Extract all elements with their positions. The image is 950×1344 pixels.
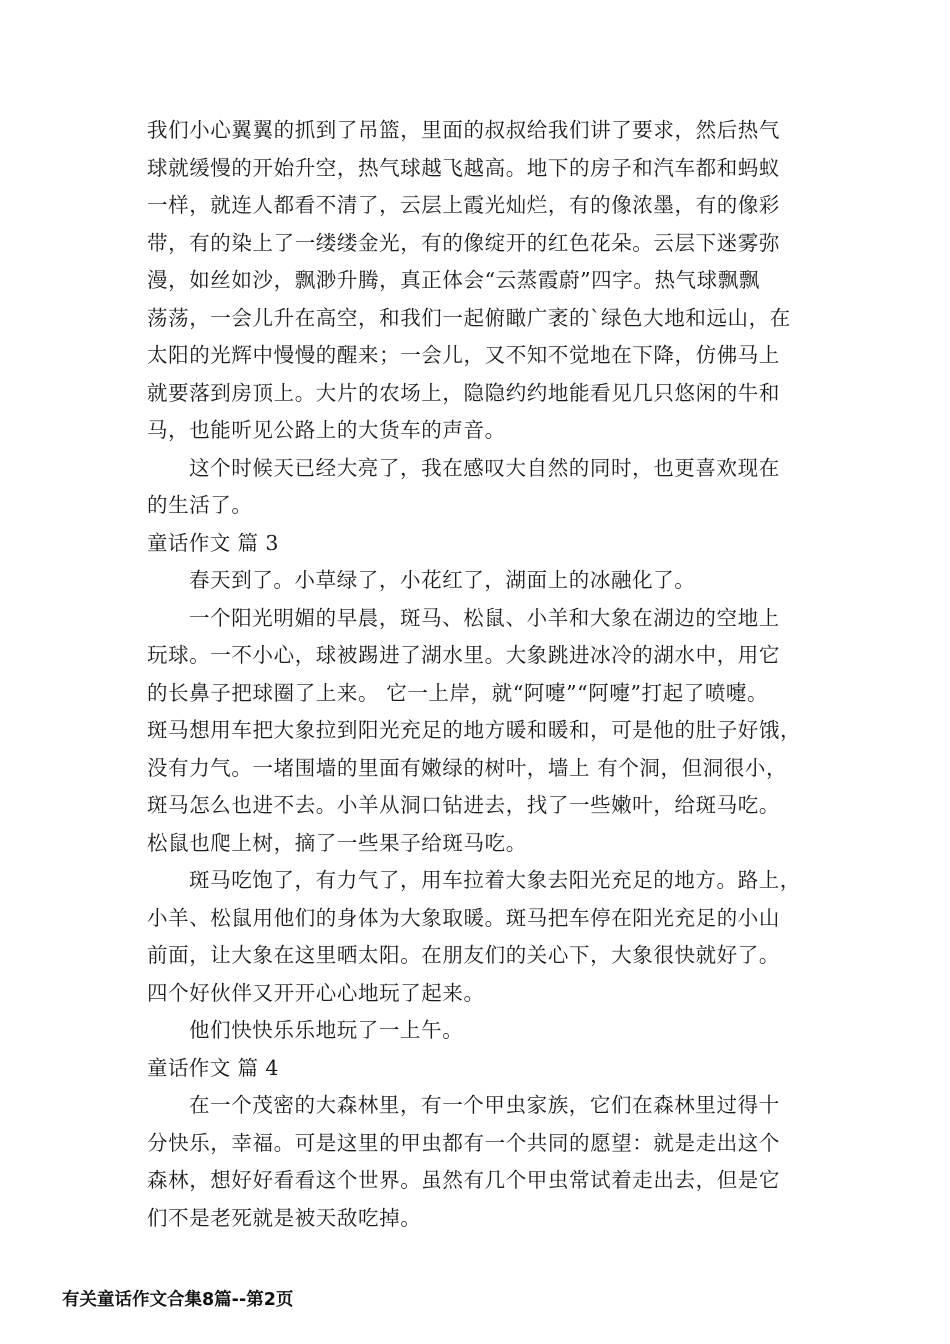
text-line: 他们快快乐乐地玩了一上午。 — [189, 1018, 464, 1042]
text-line: 森林，想好好看看这个世界。虽然有几个甲虫常试着走出去，但是它 — [147, 1168, 780, 1192]
text-line: 分快乐，幸福。可是这里的甲虫都有一个共同的愿望：就是走出这个 — [147, 1130, 780, 1155]
text-line: 太阳的光辉中慢慢的醒来；一会儿，又不知不觉地在下降，仿佛马上 — [147, 343, 780, 367]
text-line: 漫，如丝如沙，飘渺升腾，真正体会“云蒸霞蔚”四字。热气球飘飘 — [147, 268, 760, 292]
text-line: 松鼠也爬上树，摘了一些果子给斑马吃。 — [147, 830, 527, 855]
text-line: 荡荡，一会儿升在高空，和我们一起俯瞰广袤的`绿色大地和远山，在 — [147, 305, 791, 330]
page-footer: 有关童话作文合集8篇--第2页 — [62, 1290, 294, 1310]
text-line: 带，有的染上了一缕缕金光，有的像绽开的红色花朵。云层下迷雾弥 — [147, 230, 780, 255]
text-line: 一个阳光明媚的早晨，斑马、松鼠、小羊和大象在湖边的空地上 — [189, 605, 780, 630]
text-line: 春天到了。小草绿了，小花红了，湖面上的冰融化了。 — [189, 568, 696, 592]
document-body — [147, 112, 807, 1237]
text-line: 在一个茂密的大森林里，有一个甲虫家族，它们在森林里过得十 — [189, 1093, 780, 1117]
text-line: 的生活了。 — [147, 493, 253, 517]
text-line: 马，也能听见公路上的大货车的声音。 — [147, 418, 506, 442]
text-line: 斑马想用车把大象拉到阳光充足的地方暖和暖和，可是他的肚子好饿， — [147, 718, 802, 742]
text-line: 斑马怎么也进不去。小羊从洞口钻进去，找了一些嫩叶，给斑马吃。 — [147, 793, 780, 817]
text-line: 我们小心翼翼的抓到了吊篮，里面的叔叔给我们讲了要求，然后热气 — [147, 118, 780, 142]
text-line: 们不是老死就是被天敌吃掉。 — [147, 1205, 422, 1230]
text-line: 没有力气。一堵围墙的里面有嫩绿的树叶，墙上 有个洞，但洞很小， — [147, 755, 788, 780]
text-line: 一样，就连人都看不清了，云层上霞光灿烂，有的像浓墨，有的像彩 — [147, 193, 780, 217]
text-line: 小羊、松鼠用他们的身体为大象取暖。斑马把车停在阳光充足的小山 — [147, 905, 780, 930]
section-heading: 童话作文 篇 3 — [147, 530, 279, 555]
text-line: 玩球。一不小心，球被踢进了湖水里。大象跳进冰冷的湖水中，用它 — [147, 643, 780, 667]
section-heading: 童话作文 篇 4 — [147, 1055, 279, 1080]
text-line: 就要落到房顶上。大片的农场上，隐隐约约地能看见几只悠闲的牛和 — [147, 380, 780, 405]
text-line: 前面，让大象在这里晒太阳。在朋友们的关心下，大象很快就好了。 — [147, 943, 780, 967]
text-line: 斑马吃饱了，有力气了，用车拉着大象去阳光充足的地方。路上， — [189, 868, 801, 892]
text-line: 四个好伙伴又开开心心地玩了起来。 — [147, 980, 485, 1005]
text-line: 这个时候天已经大亮了，我在感叹大自然的同时，也更喜欢现在 — [189, 455, 780, 480]
text-line: 球就缓慢的开始升空，热气球越飞越高。地下的房子和汽车都和蚂蚁 — [147, 155, 780, 180]
text-line: 的长鼻子把球圈了上来。 它一上岸，就“阿嚏”“阿嚏”打起了喷嚏。 — [147, 680, 769, 705]
